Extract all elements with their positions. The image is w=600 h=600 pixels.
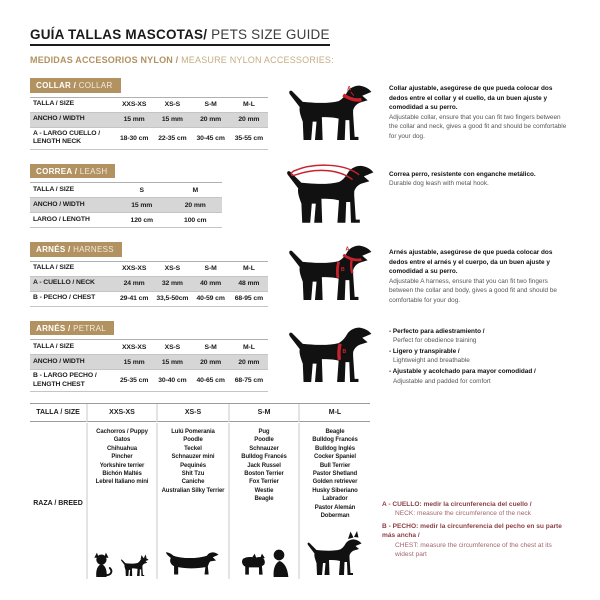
table-row — [30, 128, 268, 150]
badge-label-es: ARNÉS / — [36, 245, 71, 254]
petral-description — [385, 318, 570, 393]
breed-item: Pincher — [111, 454, 133, 461]
row-label: LARGO / LENGTH — [33, 215, 90, 223]
measure-note-a-es: A - CUELLO: medir la circunferencia del cuello / — [382, 500, 532, 508]
breed-item: Pequinés — [180, 462, 206, 469]
breed-item: Labrador — [322, 496, 348, 503]
bottom-area — [30, 403, 570, 579]
leash-section — [30, 161, 570, 229]
row-label: TALLA / SIZE — [33, 100, 75, 108]
table-cell: S-M — [204, 101, 217, 108]
table-cell: M-L — [242, 343, 255, 351]
table-cell: 15 mm — [161, 358, 183, 366]
breed-item: Lulú Pomerania — [171, 429, 215, 435]
row-label: ANCHO / WIDTH — [33, 357, 85, 365]
chihuahua-icon — [119, 553, 151, 577]
leash-table — [30, 182, 222, 228]
breed-column-xxs-xs — [86, 423, 156, 579]
leash-badge — [30, 164, 115, 179]
table-cell: XXS-XS — [121, 343, 147, 351]
table-cell: S-M — [204, 265, 217, 272]
bullet-es: - Ligero y transpirable / — [389, 347, 460, 355]
silhouette-row — [158, 549, 228, 579]
row-label: ANCHO / WIDTH — [33, 200, 85, 208]
table-cell: 33,5-50cm — [156, 295, 189, 302]
table-cell: 18-30 cm — [119, 134, 149, 142]
silhouette-row — [88, 550, 156, 579]
table-cell: 20 mm — [238, 116, 260, 123]
row-label: TALLA / SIZE — [33, 342, 75, 350]
row-label: A - LARGO CUELLO / LENGTH NECK — [33, 129, 101, 145]
breed-item: Pug — [258, 429, 270, 435]
leash-description — [385, 161, 570, 229]
row-label: ANCHO / WIDTH — [33, 115, 85, 123]
breed-item: Yorkshire terrier — [99, 462, 145, 469]
breed-header-size: XXS-XS — [86, 404, 156, 422]
badge-label-en: HARNESS — [70, 245, 114, 254]
table-cell: 48 mm — [238, 280, 260, 287]
breed-item: Jack Russel — [247, 462, 281, 469]
table-row — [30, 340, 268, 355]
badge-label-en: PETRAL — [70, 323, 107, 333]
breed-item: Cachorros / Puppy — [96, 429, 148, 435]
petral-table — [30, 339, 268, 392]
breed-item: Schnauzer — [249, 445, 279, 452]
table-cell: 29-41 cm — [119, 295, 149, 302]
harness-badge — [30, 242, 122, 257]
french-bulldog-icon — [238, 552, 267, 577]
pug-icon — [271, 549, 291, 577]
table-cell: 15 mm — [131, 201, 153, 209]
badge-label-en: COLLAR — [76, 81, 113, 90]
table-cell: 40-65 cm — [196, 377, 225, 384]
collar-dog-icon — [285, 82, 377, 143]
measure-note-b-es: B - PECHO: medir la circunferencia del pecho en su parte más ancha / — [382, 522, 562, 540]
measuring-notes — [370, 403, 570, 579]
table-cell: 30-45 cm — [196, 134, 225, 142]
breed-item: Lebrel Italiano mini — [95, 479, 149, 486]
breed-item: Doberman — [320, 513, 350, 520]
breed-item: Pastor Alemán — [314, 504, 356, 511]
bullet-es: - Ajustable y acolchado para mayor comodidad / — [389, 367, 536, 375]
table-cell: 100 cm — [184, 216, 207, 224]
breed-item: Bulldog Francés — [241, 454, 287, 461]
description-es: Arnés ajustable, asegúrese de que pueda colocar dos dedos entre el arnés y el cuerpo, da un buen ajuste y comodidad a su perro. — [389, 249, 553, 276]
page-title-es: GUÍA TALLAS MASCOTAS/ — [30, 27, 208, 42]
table-row — [30, 292, 268, 307]
table-cell: M — [192, 186, 199, 194]
table-row — [30, 198, 222, 213]
table-cell: XXS-XS — [121, 265, 147, 272]
harness-chest-strap-accent — [351, 260, 352, 274]
breed-header-size: XS-S — [156, 404, 228, 422]
table-cell: S — [139, 186, 144, 194]
silhouette-row — [300, 531, 370, 579]
breed-item: Teckel — [184, 445, 202, 452]
collar-section — [30, 75, 570, 150]
breed-item: Bulldog Inglés — [315, 445, 355, 452]
collar-description — [385, 75, 570, 150]
table-cell: 15 mm — [161, 116, 183, 123]
description-en: Adjustable A harness, ensure that you can fit two fingers between the collar and body, gives a good fit and should be comfortable for your dog. — [389, 277, 557, 305]
table-cell: XXS-XS — [121, 101, 147, 108]
badge-label-es: CORREA / — [36, 166, 78, 176]
table-cell: 20 mm — [238, 358, 260, 366]
marker-b-label: B — [340, 267, 345, 274]
table-row — [30, 98, 268, 113]
page-title — [30, 27, 330, 46]
breed-item: Fox Terrier — [249, 479, 279, 486]
table-cell: 30-40 cm — [158, 377, 187, 384]
bullet-es: - Perfecto para adiestramiento / — [389, 327, 485, 335]
table-cell: 120 cm — [130, 216, 153, 224]
table-cell: XS-S — [164, 343, 181, 351]
harness-section — [30, 239, 570, 307]
description-es: Correa perro, resistente con enganche metálico. — [389, 170, 536, 178]
harness-table — [30, 261, 268, 307]
breed-row-label: RAZA / BREED — [33, 499, 83, 507]
breed-item: Beagle — [325, 429, 345, 435]
breed-item: Boston Terrier — [244, 471, 284, 478]
breed-header-size: M-L — [298, 404, 370, 422]
breed-item: Gatos — [113, 437, 131, 444]
description-es: Collar ajustable, asegúrese de que pueda colocar dos dedos entre el collar y el cuello, da un buen ajuste y comodidad a su perro. — [389, 85, 553, 112]
silhouette-row — [230, 549, 298, 579]
table-cell: 40-59 cm — [196, 295, 225, 302]
row-label: A - CUELLO / NECK — [33, 279, 95, 287]
measure-note-a-en: NECK: measure the circumference of the neck — [395, 510, 531, 518]
page-subtitle-es: MEDIDAS ACCESORIOS NYLON / — [30, 55, 179, 65]
page-subtitle — [30, 55, 570, 65]
row-label: TALLA / SIZE — [33, 264, 75, 272]
breed-item: Bull Terrier — [319, 462, 351, 469]
cat-icon — [93, 550, 115, 577]
marker-a-label: A — [347, 85, 352, 93]
page-title-en: PETS SIZE GUIDE — [207, 27, 330, 42]
bullet-en: Lightweight and breathable — [393, 357, 470, 365]
harness-description — [385, 239, 570, 307]
collar-table — [30, 97, 268, 150]
breed-item: Caniche — [181, 479, 205, 486]
breed-item: Australian Silky Terrier — [161, 487, 225, 494]
bullet-en: Perfect for obedience training — [393, 337, 477, 345]
table-row — [30, 277, 268, 292]
table-cell: 15 mm — [123, 116, 145, 123]
harness-dog-icon — [285, 242, 377, 303]
breed-list — [300, 428, 370, 520]
table-cell: XS-S — [164, 265, 181, 272]
table-cell: 40 mm — [200, 280, 222, 287]
table-row — [30, 355, 268, 370]
breed-item: Beagle — [254, 496, 274, 503]
breed-item: Shit Tzu — [181, 471, 205, 478]
petral-dog-icon — [285, 324, 377, 385]
table-cell: 20 mm — [200, 116, 222, 123]
breed-header-size: S-M — [228, 404, 298, 422]
breed-item: Bulldog Francés — [312, 437, 358, 444]
collar-badge — [30, 78, 121, 93]
table-cell: 20 mm — [184, 201, 206, 209]
table-cell: 68-95 cm — [234, 295, 264, 302]
breed-item: Cocker Spaniel — [314, 454, 356, 461]
table-cell: S-M — [204, 343, 217, 351]
marker-a-label: A — [345, 246, 350, 253]
table-row — [30, 262, 268, 277]
table-cell: 35-55 cm — [234, 134, 264, 142]
row-label: B - PECHO / CHEST — [33, 294, 96, 302]
breed-list — [158, 428, 228, 495]
petral-badge — [30, 321, 114, 336]
breed-item: Westie — [254, 487, 274, 494]
table-cell: 32 mm — [161, 280, 183, 287]
badge-label-es: COLLAR / — [36, 81, 77, 90]
breed-list — [230, 428, 298, 504]
measure-note-b-en: CHEST: measure the circumference of the chest at its widest part — [395, 541, 552, 559]
description-en: Durable dog leash with metal hook. — [389, 180, 489, 188]
table-cell: M-L — [242, 101, 255, 108]
breed-column-m-l — [298, 423, 370, 579]
leash-dog-icon — [283, 162, 379, 226]
bullet-en: Adjustable and padded for comfort — [393, 377, 491, 385]
dachshund-icon — [164, 549, 222, 577]
table-cell: 68-75 cm — [234, 377, 264, 384]
doberman-icon — [304, 531, 366, 577]
breed-item: Husky Siberiano — [312, 487, 358, 494]
breed-item: Schnauzer mini — [171, 454, 215, 461]
breed-table — [30, 403, 370, 579]
breed-item: Pastor Shetland — [312, 471, 358, 478]
table-cell: M-L — [242, 265, 255, 272]
description-en: Adjustable collar, ensure that you can fit two fingers between the collar and neck, gives a good fit and should be comfortable for your dog. — [389, 113, 567, 141]
table-row — [30, 183, 222, 198]
badge-label-en: LEASH — [77, 166, 108, 176]
breed-item: Poodle — [254, 437, 274, 444]
page-subtitle-en: MEASURE NYLON ACCESSORIES: — [178, 55, 334, 65]
table-cell: 24 mm — [123, 280, 145, 287]
row-label: B - LARGO PECHO / LENGTH CHEST — [33, 372, 97, 388]
table-cell: 25-35 cm — [119, 377, 149, 384]
breed-list — [88, 428, 156, 487]
petral-section — [30, 318, 570, 393]
table-row — [30, 370, 268, 392]
breed-item: Golden retriever — [312, 479, 358, 486]
marker-b-label: B — [342, 349, 347, 356]
table-row — [30, 113, 268, 128]
row-label: TALLA / SIZE — [33, 185, 75, 193]
petral-strap-accent — [339, 344, 340, 360]
table-cell: XS-S — [164, 101, 181, 108]
breed-column-xs-s — [156, 423, 228, 579]
harness-body-strap-accent — [337, 262, 338, 278]
breed-item: Poodle — [183, 437, 203, 444]
breed-column-s-m — [228, 423, 298, 579]
badge-label-es: ARNÉS / — [36, 323, 71, 333]
breed-header-label: TALLA / SIZE — [30, 404, 86, 422]
breed-item: Bichón Maltés — [102, 471, 142, 478]
table-cell: 15 mm — [123, 358, 145, 366]
table-cell: 20 mm — [200, 358, 222, 366]
breed-item: Chihuahua — [106, 445, 138, 452]
table-cell: 22-35 cm — [158, 134, 187, 142]
table-row — [30, 213, 222, 228]
